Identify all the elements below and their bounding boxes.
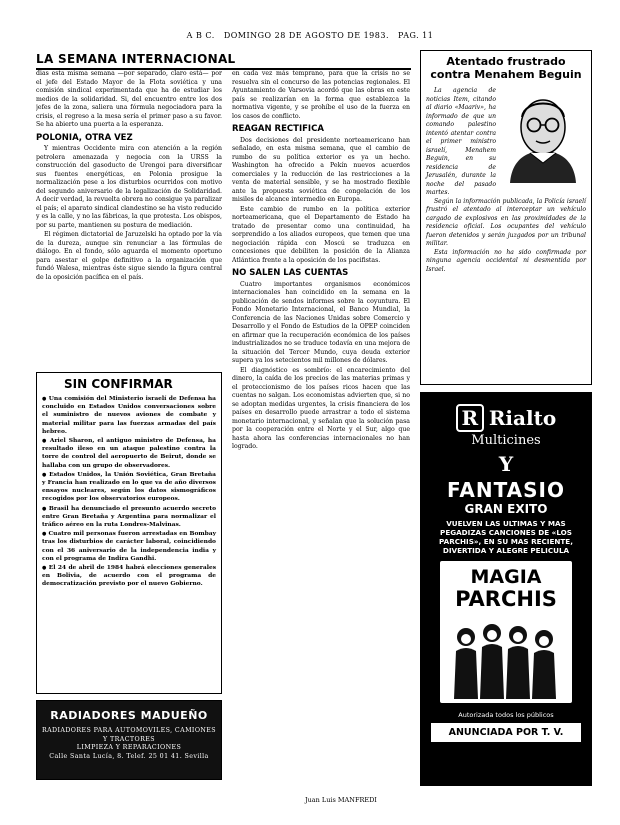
paper-name: A B C. — [186, 31, 215, 40]
page-number: PAG. 11 — [398, 31, 434, 40]
ad-exito: GRAN EXITO — [464, 502, 548, 516]
movie-poster — [440, 561, 572, 703]
ad-conjunction: Y — [498, 452, 514, 476]
poster-title-line2: PARCHIS — [455, 587, 557, 611]
poster-title-line1: MAGIA — [470, 566, 542, 588]
ad-description: VUELVEN LAS ULTIMAS Y MAS PEGADIZAS CANCIONES DE «LOS PARCHIS», EN SU MAS RECIENTE, DIVERTIDA Y ALEGRE PELICULA — [439, 519, 573, 555]
news-item: ● Cuatro mil personas fueron arrestadas en Bombay tras los disturbios de carácter laboral, coincidiendo con el 36 aniversario de la independencia india y con el programa de Indira Gandhi. — [42, 530, 216, 563]
radiadores-title: RADIADORES MADUEÑO — [50, 709, 208, 722]
news-item: ● Ariel Sharon, el antiguo ministro de Defensa, ha resultado ileso en un ataque palestino contra la torre de control del aeropuerto de Beirut, donde se hallaba con un grupo de observadores. — [42, 437, 216, 470]
paragraph: Según la información publicada, la Policía israelí frustró el atentado al interceptar un vehículo cargado de explosivos en las proximidades de la residencia oficial. Los ocupantes del vehículo fueron detenidos y serán juzgados por un tribunal militar. — [426, 197, 586, 247]
atentado-box — [420, 50, 592, 385]
page-header — [0, 31, 620, 45]
atentado-title: Atentado frustrado contra Menahem Beguin — [430, 55, 582, 81]
paragraph: Este cambio de rumbo en la política exterior norteamericana, que el Departamento de Estado ha tratado de presentar como una continuidad, ha sorprendido a los aliados europeos, que temen que una negociación rápida con Moscú se traduzca en concesiones que debiliten la posición de la Alianza Atlántica frente a la oposición de los pacifistas. — [232, 205, 410, 264]
article-intro: dias esta misma semana —por separado, claro está— por el jefe del Estado Mayor de la Flota soviética y una comisión sindical experimentada que ha de estudiar los medios de la solidaridad. Si, del encuentro entre los dos jefes de la zona, saliera una fórmula negociadora para la crisis, el regreso a la mesa sería el primer paso a su favor. Se ha abierto una puerta a la esperanza. — [36, 70, 222, 128]
column-left — [36, 70, 222, 368]
author-signature: Juan Luis MANFREDI — [305, 796, 377, 804]
paragraph: Esta información no ha sido confirmada por ninguna agencia occidental ni desmentida por Israel. — [426, 248, 586, 273]
sin-confirmar-box — [36, 372, 222, 694]
ad-rating-note: Autorizada todos los públicos — [458, 711, 554, 719]
news-item: ● El 24 de abril de 1984 habrá elecciones generales en Bolivia, de acuerdo con el programa de democratización previsto por el nuevo Gobierno. — [42, 564, 216, 589]
sin-confirmar-title: SIN CONFIRMAR — [64, 377, 173, 391]
ad-tv-banner: ANUNCIADA POR T. V. — [431, 723, 581, 742]
paragraph: El diagnóstico es sombrío: el encarecimiento del dinero, la caída de los precios de las materias primas y el proteccionismo de los países ricos hacen que las cuentas no salgan. Los economistas advierten que, si no se adoptan medidas urgentes, la crisis financiera de los países en desarrollo puede arrastrar a todo el sistema monetario internacional, y señalan que la solución pasa por la cooperación entre el Norte y el Sur, algo que hasta ahora las conferencias internacionales no han logrado. — [232, 366, 410, 450]
radiadores-address: Calle Santa Lucía, 8. Telef. 25 01 41. Sevilla — [49, 752, 209, 760]
column-middle — [232, 70, 410, 792]
rialto-r-icon: R — [456, 404, 484, 432]
radiadores-line: RADIADORES PARA AUTOMOVILES, CAMIONES Y TRACTORES — [41, 727, 217, 743]
cinema-name: Rialto — [488, 406, 557, 430]
film-title: FANTASIO — [447, 478, 565, 502]
subhead-polonia: POLONIA, OTRA VEZ — [36, 132, 133, 143]
rialto-ad — [420, 392, 592, 786]
subhead-reagan: REAGAN RECTIFICA — [232, 124, 324, 134]
cinema-subtitle: Multicines — [471, 433, 541, 448]
paragraph: La agencia de noticias Item, citando al diario «Maariv», ha informado de que un comando palestino intentó atentar contra el primer ministro israelí, Menahem Beguin, en su residencia de Jerusalén, durante la noche del pasado martes. — [426, 87, 496, 196]
section-title: LA SEMANA INTERNACIONAL — [36, 52, 411, 70]
news-item: ● Brasil ha denunciado el presunto acuerdo secreto entre Gran Bretaña y Argentina para normalizar el tráfico aéreo en la ruta Londres-Malvinas. — [42, 505, 216, 530]
radiadores-line: LIMPIEZA Y REPARACIONES — [76, 744, 182, 751]
article-intro: en cada vez más temprano, para que la crisis no se resuelva sin el concurso de las potencias regionales. El Ayuntamiento de Varsovia acordó que las obras en este país se realizarían en la forma que establezca la normativa vigente, y se prohíbe el uso de la fuerza en los casos de conflicto. — [232, 70, 410, 120]
paragraph: El régimen dictatorial de Jaruzelski ha optado por la vía de la dureza, aunque sin renunciar a las fórmulas de diálogo. En el fondo, sólo aguarda el momento oportuno para asestar el golpe definitivo a la organización que fundó Walesa, mientras éste sigue siendo la figura central de la oposición pacífica en el país. — [36, 231, 222, 281]
radiadores-ad — [36, 700, 222, 780]
beguin-portrait-image — [500, 87, 586, 183]
news-item: ● Una comisión del Ministerio israelí de Defensa ha concluido en Estados Unidos conversaciones sobre el suministro de nuevos aviones de combate y material militar para las fuerzas armadas del país hebreo. — [42, 395, 216, 436]
subhead-cuentas: NO SALEN LAS CUENTAS — [232, 268, 349, 278]
paragraph: Dos decisiones del presidente norteamericano han señalado, en esta misma semana, que el cambio de rumbo de su política exterior es ya un hecho. Washington ha ofrecido a Pekín nuevos acuerdos comerciales y la reducción de las restricciones a la venta de material sensible, y se ha mostrado flexible ante la propuesta soviética de congelación de los misiles de alcance intermedio en Europa. — [232, 136, 410, 203]
paragraph: Y mientras Occidente mira con atención a la región petrolera amenazada y negocia con la URSS la construcción del gasoducto de Urengoi para diversificar sus fuentes energéticas, en Polonia prosigue la normalización pese a los disturbios ocurridos con motivo del segundo aniversario de la legalización de Solidaridad. A decir verdad, la revuelta obrera no consigue ya paralizar el país; el aparato sindical clandestino se ha visto reducido y es la calle, y no las fábricas, la que protesta. Los obispos, por su parte, mantienen su postura de mediación. — [36, 145, 222, 229]
rialto-logo — [420, 404, 592, 432]
news-item: ● Estados Unidos, la Unión Soviética, Gran Bretaña y Francia han realizado en lo que va de año diversos ensayos nucleares, según los datos sismográficos recogidos por los observatorios europeos. — [42, 471, 216, 504]
poster-group-image — [448, 615, 564, 699]
issue-date: DOMINGO 28 DE AGOSTO DE 1983. — [223, 31, 389, 40]
paragraph: Cuatro importantes organismos económicos internacionales han coincidido en la semana en la publicación de sendos informes sobre la coyuntura. El Fondo Monetario Internacional, el Banco Mundial, la Conferencia de las Naciones Unidas sobre Comercio y Desarrollo y el Fondo de Estudios de la OPEP coinciden en afirmar que la recuperación económica de los países industrializados no se traduce todavía en una mejora de la situación del Tercer Mundo, cuya deuda exterior supera ya los setecientos mil millones de dólares. — [232, 280, 410, 364]
